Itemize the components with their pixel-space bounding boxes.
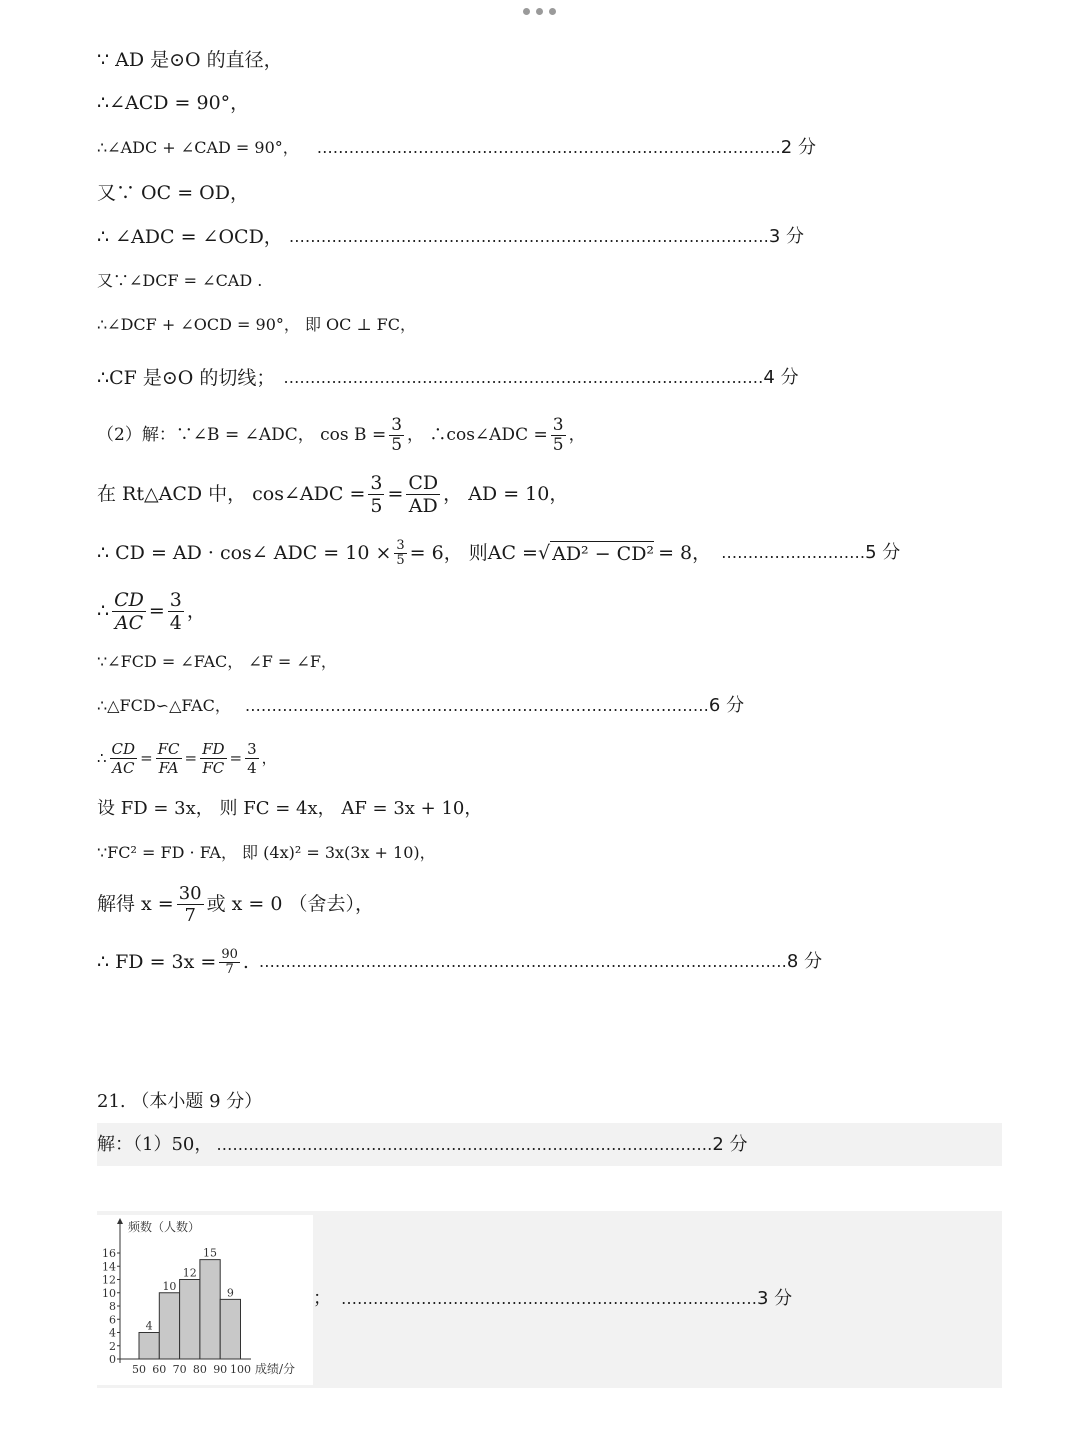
proof-line-11: ∴ CD = AD · cos∠ ADC = 10 × $\frac{3}{5}$ = 6， 则AC = √ AD² − CD² = 8， ……………………… 5 分 xyxy=(97,537,901,568)
histogram-bar xyxy=(159,1293,179,1359)
x-tick-label: 90 xyxy=(213,1363,228,1376)
proof-line-13: ∵∠FCD = ∠FAC， ∠F = ∠F， xyxy=(97,652,337,671)
proof-line-4: 又∵ OC = OD， xyxy=(97,182,249,204)
histogram-bar xyxy=(180,1280,200,1360)
bar-value-label: 9 xyxy=(226,1286,234,1300)
proof-line-19: ∴ FD = 3x = $\frac{90}{7}$ . ……………………………………………………………………………………… 8 分 xyxy=(97,946,823,977)
x-tick-label: 60 xyxy=(152,1363,167,1376)
y-tick-label: 10 xyxy=(102,1286,116,1300)
y-tick-label: 4 xyxy=(109,1326,116,1340)
proof-line-14: ∴△FCD∽△FAC， …………………………………………………………………………… 6 分 xyxy=(97,695,745,716)
bar-value-label: 15 xyxy=(203,1246,218,1260)
proof-line-5: ∴ ∠ADC = ∠OCD， ……………………………………………………………………………… 3 分 xyxy=(97,226,804,248)
y-tick-label: 14 xyxy=(102,1260,116,1274)
answer-row-1: 解：（1）50， ………………………………………………………………………………… 2 分 xyxy=(97,1134,748,1155)
y-axis-label: 频数（人数） xyxy=(128,1220,201,1234)
x-tick-label: 70 xyxy=(172,1363,187,1376)
x-tick-label: 80 xyxy=(192,1363,207,1376)
proof-line-2: ∴∠ACD = 90°， xyxy=(97,92,250,114)
bar-value-label: 4 xyxy=(145,1319,153,1333)
y-tick-label: 0 xyxy=(109,1353,116,1366)
proof-line-12: ∴ $\frac{CD}{AC}$ = $\frac{3}{4}$ ， xyxy=(97,588,206,634)
proof-line-18: 解得 x = $\frac{30}{7}$ 或 x = 0 （舍去）， xyxy=(97,882,375,926)
question-21-heading: 21. （本小题 9 分） xyxy=(97,1091,263,1112)
x-tick-label: 100 xyxy=(230,1363,251,1376)
proof-line-7: ∴∠DCF + ∠OCD = 90°， 即 OC ⊥ FC， xyxy=(97,315,416,334)
proof-line-8: ∴CF 是⊙O 的切线； ……………………………………………………………………………… 4 分 xyxy=(97,367,799,389)
y-tick-label: 2 xyxy=(109,1339,116,1353)
proof-line-1: ∵ AD 是⊙O 的直径， xyxy=(97,49,283,71)
proof-line-6: 又∵∠DCF = ∠CAD . xyxy=(97,271,263,290)
proof-line-9: （2）解：∵∠B = ∠ADC， cos B = $\frac{3}{5}$ ， ∴cos∠ADC = $\frac{3}{5}$ ， xyxy=(97,414,586,455)
proof-line-10: 在 Rt△ACD 中， cos∠ADC = $\frac{3}{5}$ = $\frac{CD}{AD}$ ， AD = 10， xyxy=(97,471,569,517)
more-menu-icon[interactable] xyxy=(523,8,556,15)
proof-line-16: 设 FD = 3x， 则 FC = 4x， AF = 3x + 10， xyxy=(97,798,483,819)
bar-value-label: 12 xyxy=(182,1266,197,1280)
y-tick-label: 6 xyxy=(109,1313,116,1327)
histogram-bar xyxy=(200,1260,220,1359)
y-tick-label: 12 xyxy=(102,1273,116,1287)
proof-line-3: ∴∠ADC + ∠CAD = 90°， …………………………………………………………………………… 2 分 xyxy=(97,137,816,158)
proof-line-15: ∴ $\frac{CD}{AC}$ = $\frac{FC}{FA}$ = $\frac{FD}{FC}$ = $\frac{3}{4}$ ， xyxy=(97,739,277,777)
histogram-bar xyxy=(220,1299,240,1359)
answer-row-2: ； …………………………………………………………………… 3 分 xyxy=(313,1288,793,1309)
y-tick-label: 8 xyxy=(109,1300,116,1313)
histogram-svg xyxy=(97,1215,313,1385)
proof-line-17: ∵FC² = FD · FA， 即 (4x)² = 3x(3x + 10)， xyxy=(97,843,436,862)
histogram-chart xyxy=(97,1215,313,1385)
x-tick-label: 50 xyxy=(132,1363,146,1376)
y-tick-label: 16 xyxy=(102,1247,116,1260)
histogram-bar xyxy=(139,1333,159,1360)
x-axis-label: 成绩/分 xyxy=(255,1362,296,1376)
bar-value-label: 10 xyxy=(162,1279,177,1293)
